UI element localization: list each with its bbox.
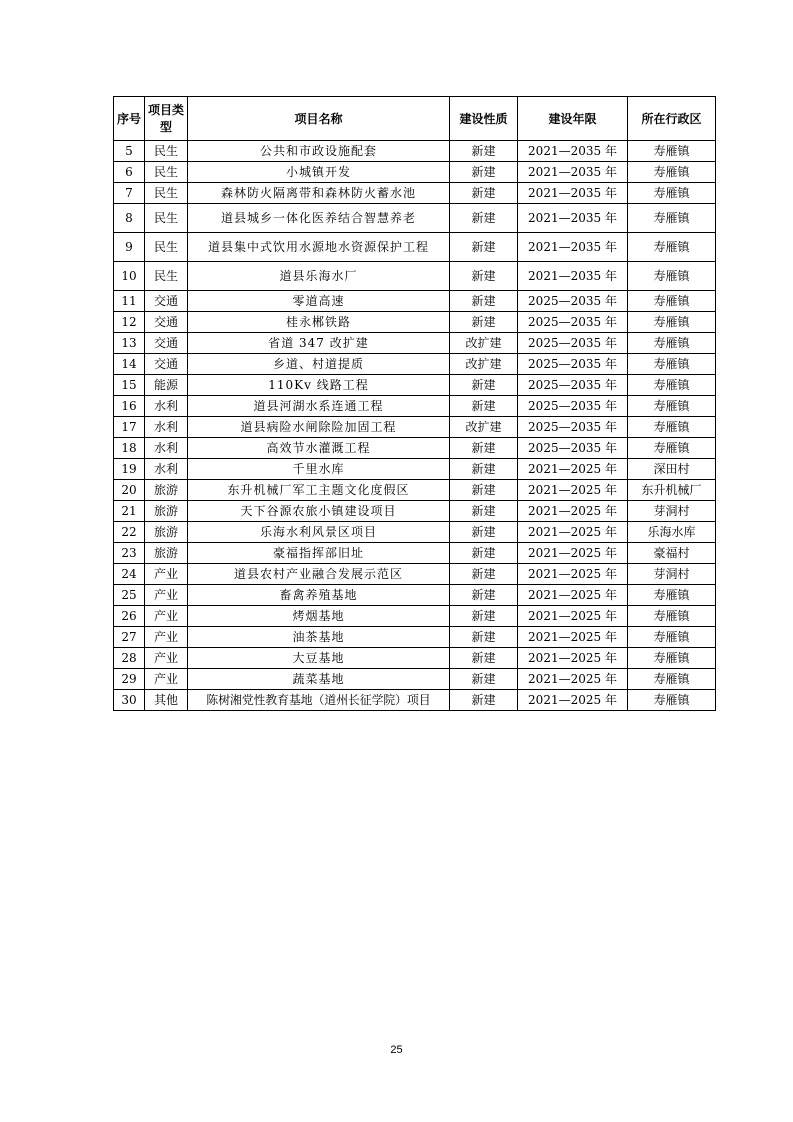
cell-nature: 新建 <box>450 627 518 648</box>
cell-num: 23 <box>114 543 145 564</box>
cell-name: 陈树湘党性教育基地（道州长征学院）项目 <box>188 690 450 711</box>
cell-name: 公共和市政设施配套 <box>188 141 450 162</box>
cell-type: 产业 <box>145 627 188 648</box>
cell-nature: 改扩建 <box>450 354 518 375</box>
project-table <box>113 96 716 711</box>
table-row <box>114 262 716 291</box>
cell-name: 天下谷源农旅小镇建设项目 <box>188 501 450 522</box>
cell-name: 零道高速 <box>188 291 450 312</box>
table-row <box>114 564 716 585</box>
header-area: 所在行政区 <box>628 97 716 141</box>
cell-num: 15 <box>114 375 145 396</box>
cell-years: 2025—2035 年 <box>518 354 628 375</box>
cell-name: 豪福指挥部旧址 <box>188 543 450 564</box>
table-row <box>114 375 716 396</box>
cell-area: 寿雁镇 <box>628 438 716 459</box>
cell-nature: 新建 <box>450 648 518 669</box>
cell-years: 2021—2025 年 <box>518 522 628 543</box>
cell-years: 2021—2025 年 <box>518 606 628 627</box>
cell-type: 民生 <box>145 162 188 183</box>
cell-num: 11 <box>114 291 145 312</box>
cell-num: 14 <box>114 354 145 375</box>
table-row <box>114 333 716 354</box>
cell-years: 2025—2035 年 <box>518 438 628 459</box>
cell-name: 小城镇开发 <box>188 162 450 183</box>
cell-years: 2025—2035 年 <box>518 375 628 396</box>
cell-num: 26 <box>114 606 145 627</box>
table-row <box>114 543 716 564</box>
cell-years: 2021—2025 年 <box>518 564 628 585</box>
table-row <box>114 585 716 606</box>
cell-years: 2025—2035 年 <box>518 291 628 312</box>
cell-name: 道县病险水闸除险加固工程 <box>188 417 450 438</box>
cell-name: 道县集中式饮用水源地水资源保护工程 <box>188 233 450 262</box>
cell-nature: 新建 <box>450 606 518 627</box>
cell-type: 旅游 <box>145 480 188 501</box>
cell-area: 寿雁镇 <box>628 417 716 438</box>
cell-num: 30 <box>114 690 145 711</box>
cell-name: 高效节水灌溉工程 <box>188 438 450 459</box>
cell-num: 7 <box>114 183 145 204</box>
cell-num: 28 <box>114 648 145 669</box>
table-row <box>114 606 716 627</box>
cell-type: 旅游 <box>145 522 188 543</box>
cell-num: 8 <box>114 204 145 233</box>
cell-type: 水利 <box>145 396 188 417</box>
table-row <box>114 417 716 438</box>
cell-type: 交通 <box>145 354 188 375</box>
header-name: 项目名称 <box>188 97 450 141</box>
cell-name: 道县乐海水厂 <box>188 262 450 291</box>
cell-area: 深田村 <box>628 459 716 480</box>
cell-area: 芽洞村 <box>628 501 716 522</box>
table-row <box>114 312 716 333</box>
cell-type: 民生 <box>145 262 188 291</box>
cell-num: 6 <box>114 162 145 183</box>
cell-num: 10 <box>114 262 145 291</box>
cell-years: 2021—2025 年 <box>518 690 628 711</box>
cell-name: 乡道、村道提质 <box>188 354 450 375</box>
cell-nature: 新建 <box>450 501 518 522</box>
cell-nature: 新建 <box>450 585 518 606</box>
cell-type: 其他 <box>145 690 188 711</box>
cell-name: 道县河湖水系连通工程 <box>188 396 450 417</box>
cell-area: 寿雁镇 <box>628 585 716 606</box>
cell-years: 2021—2035 年 <box>518 204 628 233</box>
cell-years: 2021—2035 年 <box>518 262 628 291</box>
table-row <box>114 648 716 669</box>
cell-num: 20 <box>114 480 145 501</box>
cell-type: 产业 <box>145 564 188 585</box>
cell-area: 寿雁镇 <box>628 291 716 312</box>
page-number: 25 <box>390 1044 403 1056</box>
cell-num: 19 <box>114 459 145 480</box>
cell-area: 寿雁镇 <box>628 204 716 233</box>
cell-type: 产业 <box>145 648 188 669</box>
cell-type: 旅游 <box>145 543 188 564</box>
cell-num: 29 <box>114 669 145 690</box>
cell-nature: 新建 <box>450 522 518 543</box>
cell-nature: 新建 <box>450 183 518 204</box>
cell-years: 2025—2035 年 <box>518 333 628 354</box>
cell-nature: 新建 <box>450 480 518 501</box>
cell-area: 寿雁镇 <box>628 233 716 262</box>
cell-name: 东升机械厂军工主题文化度假区 <box>188 480 450 501</box>
cell-nature: 新建 <box>450 543 518 564</box>
cell-num: 5 <box>114 141 145 162</box>
cell-years: 2021—2035 年 <box>518 233 628 262</box>
header-nature: 建设性质 <box>450 97 518 141</box>
cell-name: 道县农村产业融合发展示范区 <box>188 564 450 585</box>
table-row <box>114 690 716 711</box>
cell-name: 畜禽养殖基地 <box>188 585 450 606</box>
table-row <box>114 183 716 204</box>
cell-num: 9 <box>114 233 145 262</box>
cell-nature: 新建 <box>450 162 518 183</box>
cell-type: 产业 <box>145 606 188 627</box>
cell-num: 17 <box>114 417 145 438</box>
cell-years: 2021—2035 年 <box>518 183 628 204</box>
cell-years: 2021—2025 年 <box>518 669 628 690</box>
cell-nature: 改扩建 <box>450 333 518 354</box>
cell-num: 16 <box>114 396 145 417</box>
table-row <box>114 204 716 233</box>
header-type: 项目类型 <box>145 97 188 141</box>
cell-years: 2021—2025 年 <box>518 501 628 522</box>
cell-nature: 新建 <box>450 669 518 690</box>
cell-name: 蔬菜基地 <box>188 669 450 690</box>
table-header-row <box>114 97 716 141</box>
cell-years: 2025—2035 年 <box>518 417 628 438</box>
cell-type: 能源 <box>145 375 188 396</box>
cell-area: 寿雁镇 <box>628 627 716 648</box>
cell-name: 大豆基地 <box>188 648 450 669</box>
cell-nature: 新建 <box>450 375 518 396</box>
cell-type: 水利 <box>145 417 188 438</box>
cell-name: 道县城乡一体化医养结合智慧养老 <box>188 204 450 233</box>
cell-type: 旅游 <box>145 501 188 522</box>
cell-num: 13 <box>114 333 145 354</box>
cell-nature: 新建 <box>450 564 518 585</box>
table-row <box>114 438 716 459</box>
cell-nature: 改扩建 <box>450 417 518 438</box>
cell-num: 25 <box>114 585 145 606</box>
cell-nature: 新建 <box>450 312 518 333</box>
cell-area: 寿雁镇 <box>628 183 716 204</box>
cell-years: 2025—2035 年 <box>518 312 628 333</box>
cell-years: 2021—2025 年 <box>518 627 628 648</box>
cell-name: 乐海水利风景区项目 <box>188 522 450 543</box>
cell-nature: 新建 <box>450 459 518 480</box>
table-row <box>114 627 716 648</box>
cell-area: 寿雁镇 <box>628 141 716 162</box>
cell-years: 2025—2035 年 <box>518 396 628 417</box>
cell-years: 2021—2035 年 <box>518 162 628 183</box>
cell-years: 2021—2035 年 <box>518 141 628 162</box>
table-body <box>114 141 716 711</box>
table-row <box>114 522 716 543</box>
cell-area: 寿雁镇 <box>628 375 716 396</box>
cell-nature: 新建 <box>450 291 518 312</box>
cell-type: 水利 <box>145 459 188 480</box>
cell-years: 2021—2025 年 <box>518 648 628 669</box>
cell-area: 寿雁镇 <box>628 162 716 183</box>
table-row <box>114 459 716 480</box>
cell-name: 桂永郴铁路 <box>188 312 450 333</box>
cell-area: 寿雁镇 <box>628 396 716 417</box>
cell-type: 交通 <box>145 291 188 312</box>
cell-type: 民生 <box>145 183 188 204</box>
cell-type: 民生 <box>145 233 188 262</box>
cell-area: 东升机械厂 <box>628 480 716 501</box>
cell-num: 18 <box>114 438 145 459</box>
cell-name: 森林防火隔离带和森林防火蓄水池 <box>188 183 450 204</box>
cell-area: 寿雁镇 <box>628 606 716 627</box>
cell-num: 12 <box>114 312 145 333</box>
table-row <box>114 480 716 501</box>
cell-name: 110Kv 线路工程 <box>188 375 450 396</box>
cell-years: 2021—2025 年 <box>518 459 628 480</box>
cell-type: 民生 <box>145 141 188 162</box>
cell-area: 寿雁镇 <box>628 648 716 669</box>
cell-type: 交通 <box>145 312 188 333</box>
cell-area: 寿雁镇 <box>628 669 716 690</box>
cell-nature: 新建 <box>450 396 518 417</box>
table-row <box>114 162 716 183</box>
cell-type: 产业 <box>145 585 188 606</box>
cell-name: 省道 347 改扩建 <box>188 333 450 354</box>
table-row <box>114 669 716 690</box>
cell-num: 22 <box>114 522 145 543</box>
table-row <box>114 396 716 417</box>
cell-area: 乐海水库 <box>628 522 716 543</box>
cell-years: 2021—2025 年 <box>518 543 628 564</box>
cell-area: 寿雁镇 <box>628 312 716 333</box>
cell-type: 交通 <box>145 333 188 354</box>
table-row <box>114 233 716 262</box>
cell-name: 千里水库 <box>188 459 450 480</box>
table-row <box>114 141 716 162</box>
cell-nature: 新建 <box>450 262 518 291</box>
table-row <box>114 501 716 522</box>
cell-num: 24 <box>114 564 145 585</box>
cell-num: 21 <box>114 501 145 522</box>
cell-area: 豪福村 <box>628 543 716 564</box>
cell-name: 烤烟基地 <box>188 606 450 627</box>
cell-name: 油茶基地 <box>188 627 450 648</box>
cell-nature: 新建 <box>450 690 518 711</box>
cell-area: 寿雁镇 <box>628 690 716 711</box>
cell-nature: 新建 <box>450 438 518 459</box>
table-row <box>114 354 716 375</box>
header-num: 序号 <box>114 97 145 141</box>
cell-years: 2021—2025 年 <box>518 480 628 501</box>
cell-nature: 新建 <box>450 204 518 233</box>
cell-years: 2021—2025 年 <box>518 585 628 606</box>
header-years: 建设年限 <box>518 97 628 141</box>
cell-area: 芽洞村 <box>628 564 716 585</box>
cell-area: 寿雁镇 <box>628 262 716 291</box>
table-row <box>114 291 716 312</box>
cell-type: 产业 <box>145 669 188 690</box>
cell-type: 民生 <box>145 204 188 233</box>
cell-type: 水利 <box>145 438 188 459</box>
cell-nature: 新建 <box>450 233 518 262</box>
cell-num: 27 <box>114 627 145 648</box>
cell-nature: 新建 <box>450 141 518 162</box>
cell-area: 寿雁镇 <box>628 354 716 375</box>
cell-area: 寿雁镇 <box>628 333 716 354</box>
